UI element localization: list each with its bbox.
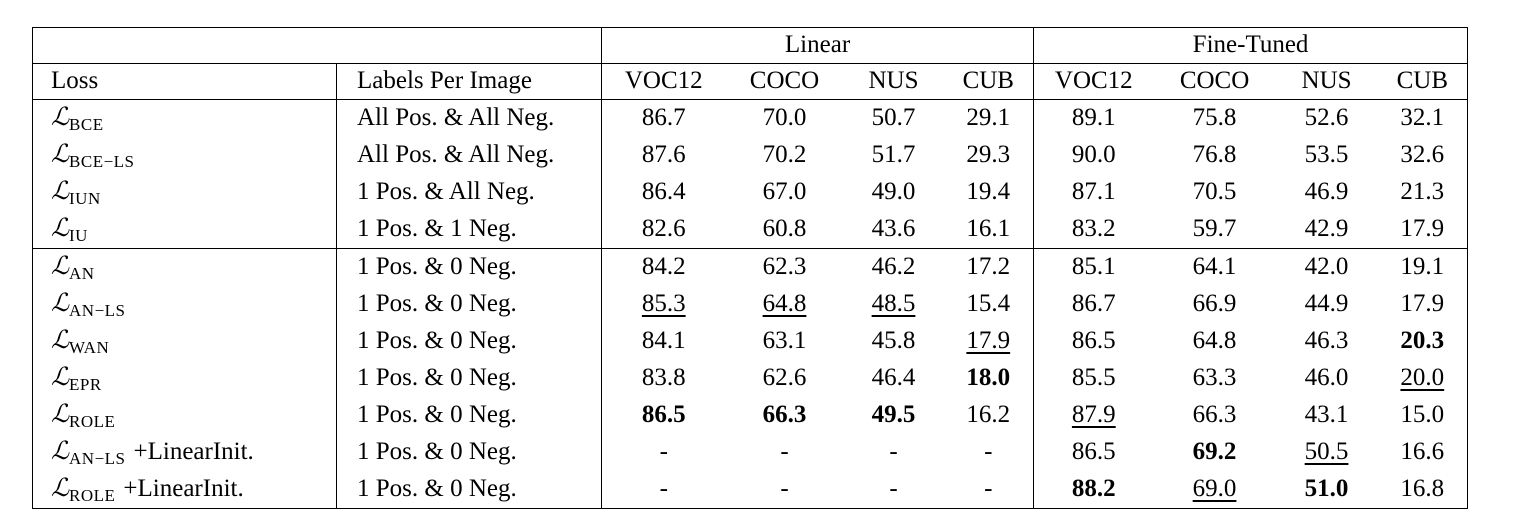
value-cell <box>726 248 844 286</box>
labels-cell: 1 Pos. & 0 Neg. <box>337 434 602 471</box>
value-cell <box>1154 323 1276 360</box>
header-labels-per-image: Labels Per Image <box>337 63 602 99</box>
value-text: 17.9 <box>966 327 1011 355</box>
value-text: 70.5 <box>1192 178 1237 206</box>
value-text: 64.8 <box>1192 327 1237 355</box>
table-row <box>33 99 1468 137</box>
value-text: 16.2 <box>966 401 1011 429</box>
loss-cell <box>33 397 337 434</box>
value-cell <box>1154 99 1276 137</box>
value-text: 46.9 <box>1304 178 1349 206</box>
value-cell <box>1378 286 1468 323</box>
value-cell <box>602 360 726 397</box>
value-cell <box>602 211 726 249</box>
loss-subscript: ROLE <box>69 411 116 431</box>
value-text: 85.1 <box>1071 253 1116 281</box>
column-header-row <box>33 63 1468 99</box>
value-cell <box>1154 137 1276 174</box>
value-text: 83.8 <box>641 364 686 392</box>
value-cell <box>602 323 726 360</box>
value-cell <box>1276 99 1378 137</box>
value-cell <box>944 286 1034 323</box>
value-cell <box>1034 174 1154 211</box>
value-cell <box>1154 471 1276 509</box>
value-text: 19.1 <box>1400 253 1445 281</box>
loss-symbol: ℒ <box>51 138 70 168</box>
value-text: 16.8 <box>1400 475 1445 503</box>
value-cell <box>1378 174 1468 211</box>
value-cell <box>1276 211 1378 249</box>
loss-cell <box>33 174 337 211</box>
value-cell <box>726 99 844 137</box>
header-loss: Loss <box>33 63 337 99</box>
value-text: 50.7 <box>871 104 916 132</box>
value-text: 46.4 <box>871 364 916 392</box>
value-cell <box>844 471 944 509</box>
value-cell <box>1034 211 1154 249</box>
value-text: 69.0 <box>1192 475 1237 503</box>
loss-subscript: BCE−LS <box>69 151 135 171</box>
value-cell <box>726 137 844 174</box>
value-text: 43.1 <box>1304 401 1349 429</box>
table-row <box>33 434 1468 471</box>
value-text: 15.4 <box>966 290 1011 318</box>
value-cell <box>944 99 1034 137</box>
value-text: - <box>780 438 789 466</box>
value-cell <box>1276 397 1378 434</box>
header-dataset: CUB <box>1378 63 1468 99</box>
group-header-row <box>33 28 1468 64</box>
value-cell <box>1378 397 1468 434</box>
value-text: 45.8 <box>871 327 916 355</box>
value-text: 29.3 <box>966 141 1011 169</box>
labels-cell: 1 Pos. & 0 Neg. <box>337 360 602 397</box>
value-text: 89.1 <box>1071 104 1116 132</box>
loss-symbol: ℒ <box>51 324 70 354</box>
value-cell <box>844 397 944 434</box>
loss-subscript: AN <box>69 263 95 283</box>
value-text: 20.3 <box>1400 327 1445 355</box>
value-text: 64.1 <box>1192 253 1237 281</box>
value-cell <box>1154 211 1276 249</box>
value-text: 66.3 <box>762 401 807 429</box>
header-dataset: COCO <box>1154 63 1276 99</box>
value-text: 60.8 <box>762 215 807 243</box>
value-text: 70.0 <box>762 104 807 132</box>
value-cell <box>726 397 844 434</box>
value-cell <box>1034 99 1154 137</box>
labels-cell: 1 Pos. & 0 Neg. <box>337 397 602 434</box>
value-text: 49.5 <box>871 401 916 429</box>
value-cell <box>726 323 844 360</box>
value-text: 70.2 <box>762 141 807 169</box>
labels-cell: 1 Pos. & 0 Neg. <box>337 323 602 360</box>
loss-suffix: +LinearInit. <box>123 474 244 502</box>
value-text: 87.6 <box>641 141 686 169</box>
loss-subscript: EPR <box>69 374 102 394</box>
value-cell <box>602 286 726 323</box>
value-text: 59.7 <box>1192 215 1237 243</box>
loss-cell <box>33 360 337 397</box>
loss-cell <box>33 137 337 174</box>
value-cell <box>844 174 944 211</box>
value-cell <box>1034 471 1154 509</box>
loss-subscript: WAN <box>69 337 110 357</box>
value-cell <box>1378 323 1468 360</box>
value-text: - <box>984 438 993 466</box>
value-text: 62.3 <box>762 253 807 281</box>
group-header-fine-tuned: Fine-Tuned <box>1034 28 1468 64</box>
value-text: 29.1 <box>966 104 1011 132</box>
value-text: 85.5 <box>1071 364 1116 392</box>
value-cell <box>602 471 726 509</box>
value-cell <box>1378 137 1468 174</box>
value-text: 16.6 <box>1400 438 1445 466</box>
value-text: 90.0 <box>1071 141 1116 169</box>
value-cell <box>726 434 844 471</box>
value-cell <box>1034 286 1154 323</box>
value-cell <box>1276 323 1378 360</box>
table-row <box>33 397 1468 434</box>
value-cell <box>726 174 844 211</box>
loss-cell <box>33 434 337 471</box>
loss-subscript: IU <box>69 225 88 245</box>
value-text: 49.0 <box>871 178 916 206</box>
value-cell <box>844 323 944 360</box>
table-row <box>33 323 1468 360</box>
header-dataset: VOC12 <box>602 63 726 99</box>
loss-cell <box>33 248 337 286</box>
value-cell <box>844 137 944 174</box>
value-text: 87.9 <box>1071 401 1116 429</box>
value-cell <box>726 286 844 323</box>
header-dataset: CUB <box>944 63 1034 99</box>
loss-symbol: ℒ <box>51 472 70 502</box>
value-text: 32.6 <box>1400 141 1445 169</box>
value-cell <box>602 434 726 471</box>
value-cell <box>1154 286 1276 323</box>
value-text: - <box>889 438 898 466</box>
value-text: 86.5 <box>1071 327 1116 355</box>
value-cell <box>1276 248 1378 286</box>
value-cell <box>1276 286 1378 323</box>
value-text: 75.8 <box>1192 104 1237 132</box>
value-cell <box>1034 397 1154 434</box>
value-cell <box>1034 360 1154 397</box>
loss-symbol: ℒ <box>51 398 70 428</box>
labels-cell: 1 Pos. & 0 Neg. <box>337 248 602 286</box>
value-text: 84.1 <box>641 327 686 355</box>
value-cell <box>726 471 844 509</box>
value-cell <box>726 211 844 249</box>
value-text: 50.5 <box>1304 438 1349 466</box>
value-cell <box>1276 174 1378 211</box>
loss-symbol: ℒ <box>51 250 70 280</box>
value-cell <box>944 434 1034 471</box>
loss-symbol: ℒ <box>51 361 70 391</box>
value-cell <box>1034 323 1154 360</box>
table-row <box>33 174 1468 211</box>
value-cell <box>1276 434 1378 471</box>
value-text: 69.2 <box>1192 438 1237 466</box>
value-text: 85.3 <box>641 290 686 318</box>
value-cell <box>1276 360 1378 397</box>
value-cell <box>1378 471 1468 509</box>
table-row <box>33 137 1468 174</box>
value-text: - <box>659 438 668 466</box>
value-cell <box>726 360 844 397</box>
value-text: 67.0 <box>762 178 807 206</box>
value-text: 51.0 <box>1304 475 1349 503</box>
value-cell <box>944 323 1034 360</box>
value-text: 63.3 <box>1192 364 1237 392</box>
value-text: 17.2 <box>966 253 1011 281</box>
value-cell <box>844 286 944 323</box>
loss-cell <box>33 211 337 249</box>
value-cell <box>602 99 726 137</box>
value-cell <box>602 397 726 434</box>
value-text: 20.0 <box>1400 364 1445 392</box>
loss-cell <box>33 286 337 323</box>
value-text: 86.7 <box>1071 290 1116 318</box>
value-cell <box>1154 248 1276 286</box>
value-text: 46.2 <box>871 253 916 281</box>
empty-corner-cell <box>33 28 602 64</box>
value-text: 76.8 <box>1192 141 1237 169</box>
value-text: 17.9 <box>1400 215 1445 243</box>
value-cell <box>1378 248 1468 286</box>
value-cell <box>602 137 726 174</box>
loss-symbol: ℒ <box>51 287 70 317</box>
value-text: 53.5 <box>1304 141 1349 169</box>
value-text: 18.0 <box>966 364 1011 392</box>
value-text: 87.1 <box>1071 178 1116 206</box>
value-text: 51.7 <box>871 141 916 169</box>
loss-subscript: BCE <box>69 114 104 134</box>
group-header-linear: Linear <box>602 28 1034 64</box>
value-text: 66.9 <box>1192 290 1237 318</box>
value-text: 44.9 <box>1304 290 1349 318</box>
value-cell <box>944 137 1034 174</box>
value-text: 32.1 <box>1400 104 1445 132</box>
value-cell <box>1034 434 1154 471</box>
value-text: 86.5 <box>641 401 686 429</box>
loss-subscript: AN−LS <box>69 300 126 320</box>
value-text: 46.0 <box>1304 364 1349 392</box>
table-row <box>33 248 1468 286</box>
value-text: 19.4 <box>966 178 1011 206</box>
value-text: 52.6 <box>1304 104 1349 132</box>
labels-cell: 1 Pos. & 0 Neg. <box>337 471 602 509</box>
value-text: 84.2 <box>641 253 686 281</box>
value-cell <box>944 360 1034 397</box>
value-text: 86.4 <box>641 178 686 206</box>
value-text: 42.9 <box>1304 215 1349 243</box>
value-cell <box>1378 434 1468 471</box>
value-cell <box>1154 174 1276 211</box>
labels-cell: 1 Pos. & 1 Neg. <box>337 211 602 249</box>
value-text: 62.6 <box>762 364 807 392</box>
loss-subscript: AN−LS <box>69 448 126 468</box>
value-cell <box>844 211 944 249</box>
loss-symbol: ℒ <box>51 101 70 131</box>
value-text: 21.3 <box>1400 178 1445 206</box>
header-dataset: NUS <box>1276 63 1378 99</box>
loss-cell <box>33 471 337 509</box>
value-text: 46.3 <box>1304 327 1349 355</box>
value-cell <box>1034 248 1154 286</box>
header-dataset: VOC12 <box>1034 63 1154 99</box>
value-cell <box>1378 360 1468 397</box>
value-cell <box>1154 360 1276 397</box>
value-cell <box>944 397 1034 434</box>
loss-symbol: ℒ <box>51 175 70 205</box>
table-row <box>33 471 1468 509</box>
value-cell <box>944 248 1034 286</box>
value-text: - <box>659 475 668 503</box>
value-text: 88.2 <box>1071 475 1116 503</box>
value-cell <box>944 211 1034 249</box>
value-text: 63.1 <box>762 327 807 355</box>
table-row <box>33 286 1468 323</box>
value-cell <box>844 434 944 471</box>
table-row <box>33 360 1468 397</box>
value-cell <box>602 174 726 211</box>
value-text: - <box>780 475 789 503</box>
value-cell <box>844 99 944 137</box>
loss-cell <box>33 323 337 360</box>
value-text: 16.1 <box>966 215 1011 243</box>
value-cell <box>602 248 726 286</box>
value-text: 17.9 <box>1400 290 1445 318</box>
header-dataset: COCO <box>726 63 844 99</box>
loss-suffix: +LinearInit. <box>133 437 254 465</box>
labels-cell: All Pos. & All Neg. <box>337 99 602 137</box>
value-text: 86.7 <box>641 104 686 132</box>
value-cell <box>1378 99 1468 137</box>
value-cell <box>844 360 944 397</box>
labels-cell: All Pos. & All Neg. <box>337 137 602 174</box>
value-cell <box>844 248 944 286</box>
value-cell <box>1034 137 1154 174</box>
loss-subscript: IUN <box>69 188 101 208</box>
value-cell <box>1276 137 1378 174</box>
loss-cell <box>33 99 337 137</box>
value-cell <box>1276 471 1378 509</box>
value-cell <box>944 174 1034 211</box>
value-cell <box>944 471 1034 509</box>
labels-cell: 1 Pos. & All Neg. <box>337 174 602 211</box>
value-text: 66.3 <box>1192 401 1237 429</box>
value-cell <box>1154 434 1276 471</box>
value-text: - <box>889 475 898 503</box>
value-cell <box>1378 211 1468 249</box>
value-text: - <box>984 475 993 503</box>
value-text: 15.0 <box>1400 401 1445 429</box>
labels-cell: 1 Pos. & 0 Neg. <box>337 286 602 323</box>
header-dataset: NUS <box>844 63 944 99</box>
value-text: 86.5 <box>1071 438 1116 466</box>
value-text: 64.8 <box>762 290 807 318</box>
loss-subscript: ROLE <box>69 485 116 505</box>
results-table <box>32 27 1468 509</box>
value-text: 83.2 <box>1071 215 1116 243</box>
value-text: 82.6 <box>641 215 686 243</box>
value-text: 48.5 <box>871 290 916 318</box>
table-row <box>33 211 1468 249</box>
loss-symbol: ℒ <box>51 435 70 465</box>
value-cell <box>1154 397 1276 434</box>
loss-symbol: ℒ <box>51 212 70 242</box>
value-text: 42.0 <box>1304 253 1349 281</box>
value-text: 43.6 <box>871 215 916 243</box>
